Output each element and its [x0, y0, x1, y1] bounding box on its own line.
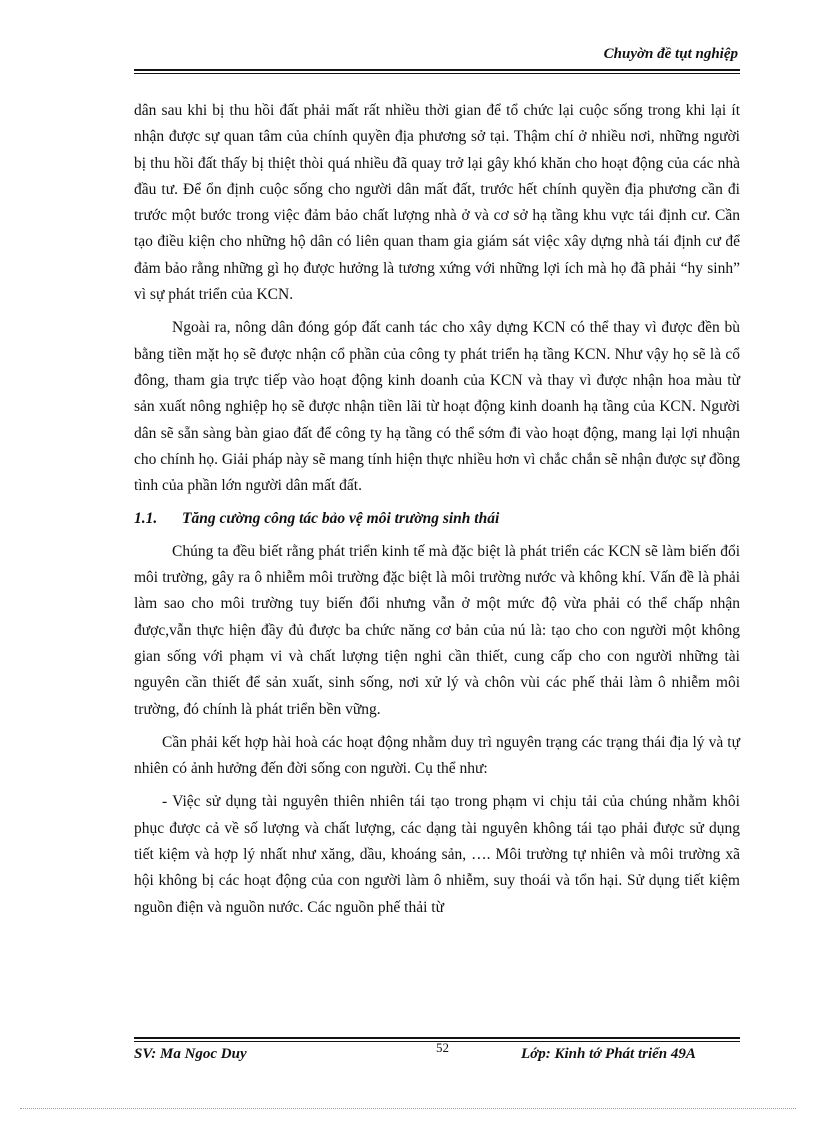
footer-rule: [134, 1037, 740, 1039]
paragraph-3: Chúng ta đều biết rằng phát triển kinh tế mà đặc biệt là phát triển các KCN sẽ làm biến đổi môi trường, gây ra ô nhiễm môi trường đặc biệt là môi trường nước và không khí. Vấn đề là phải làm sao cho môi trường tuy biến đổi nhưng vẫn ở một mức độ vừa phải có thể chấp nhận được,vẫn thực hiện đầy đủ được ba chức năng cơ bản của nú là: tạo cho con người một không gian sống với phạm vi và chất lượng tiện nghi cần thiết, cung cấp cho con người những tài nguyên cần thiết để sản xuất, sinh sống, nơi xử lý và chôn vùi các phế thải làm ô nhiễm môi trường, đó chính là phát triển bền vững.: [134, 542, 740, 718]
body-text: [134, 98, 740, 928]
paragraph-5: - Việc sử dụng tài nguyên thiên nhiên tái tạo trong phạm vi chịu tải của chúng nhằm khôi phục được cả về số lượng và chất lượng, các dạng tài nguyên không tái tạo phải được sử dụng tiết kiệm và hợp lý nhất như xăng, dầu, khoáng sản, …. Môi trường tự nhiên và môi trường xã hội không bị các hoạt động của con người làm ô nhiễm, suy thoái và tổn hại. Sử dụng tiết kiệm nguồn điện và nguồn nước. Các nguồn phế thải từ: [134, 793, 740, 916]
paragraph-1: dân sau khi bị thu hồi đất phải mất rất nhiều thời gian để tổ chức lại cuộc sống trong khi lại ít nhận được sự quan tâm của chính quyền địa phương sở tại. Thậm chí ở nhiều nơi, những người bị thu hồi đất thấy bị thiệt thòi quá nhiều đã quay trở lại gây khó khăn cho hoạt động của các nhà đầu tư. Để ổn định cuộc sống cho người dân mất đất, trước hết chính quyền địa phương cần đi trước một bước trong việc đảm bảo chất lượng nhà ở và cơ sở hạ tầng khu vực tái định cư. Cần tạo điều kiện cho những hộ dân có liên quan tham gia giám sát việc xây dựng nhà tái định cư để đảm bảo rằng những gì họ được hưởng là tương xứng với những lợi ích mà họ đã phải “hy sinh” vì sự phát triển của KCN.: [134, 102, 740, 304]
page-number: 52: [436, 1040, 449, 1055]
header-rule-thin: [134, 73, 740, 74]
section-number: 1.1.: [134, 510, 158, 528]
page-boundary-dots: [20, 1108, 796, 1109]
header-title: Chuyờn đề tụt nghiệp: [603, 46, 738, 62]
footer-author: SV: Ma Ngoc Duy: [134, 1046, 247, 1062]
section-title: Tăng cường công tác bảo vệ môi trường sinh thái: [182, 510, 500, 528]
section-heading: [134, 506, 740, 532]
footer-class: Lớp: Kinh tớ Phát triển 49A: [521, 1046, 696, 1062]
header-rule: [134, 69, 740, 71]
paragraph-4: Cần phải kết hợp hài hoà các hoạt động nhằm duy trì nguyên trạng các trạng thái địa lý và tự nhiên có ảnh hưởng đến đời sống con người. Cụ thể như:: [134, 733, 740, 778]
paragraph-2: Ngoài ra, nông dân đóng góp đất canh tác cho xây dựng KCN có thể thay vì được đền bù bằng tiền mặt họ sẽ được nhận cổ phần của công ty phát triển hạ tầng KCN. Như vậy họ sẽ là cổ đông, tham gia trực tiếp vào hoạt động kinh doanh của KCN và thay vì được nhận hoa màu từ sản xuất nông nghiệp họ sẽ được nhận tiền lãi từ hoạt động kinh doanh hạ tầng của KCN. Người dân sẽ sẵn sàng bàn giao đất để công ty hạ tầng có thể sớm đi vào hoạt động, mang lại lợi nhuận cho chính họ. Giải pháp này sẽ mang tính hiện thực nhiều hơn vì chắc chắn sẽ nhận được sự đồng tình của phần lớn người dân mất đất.: [134, 319, 740, 495]
